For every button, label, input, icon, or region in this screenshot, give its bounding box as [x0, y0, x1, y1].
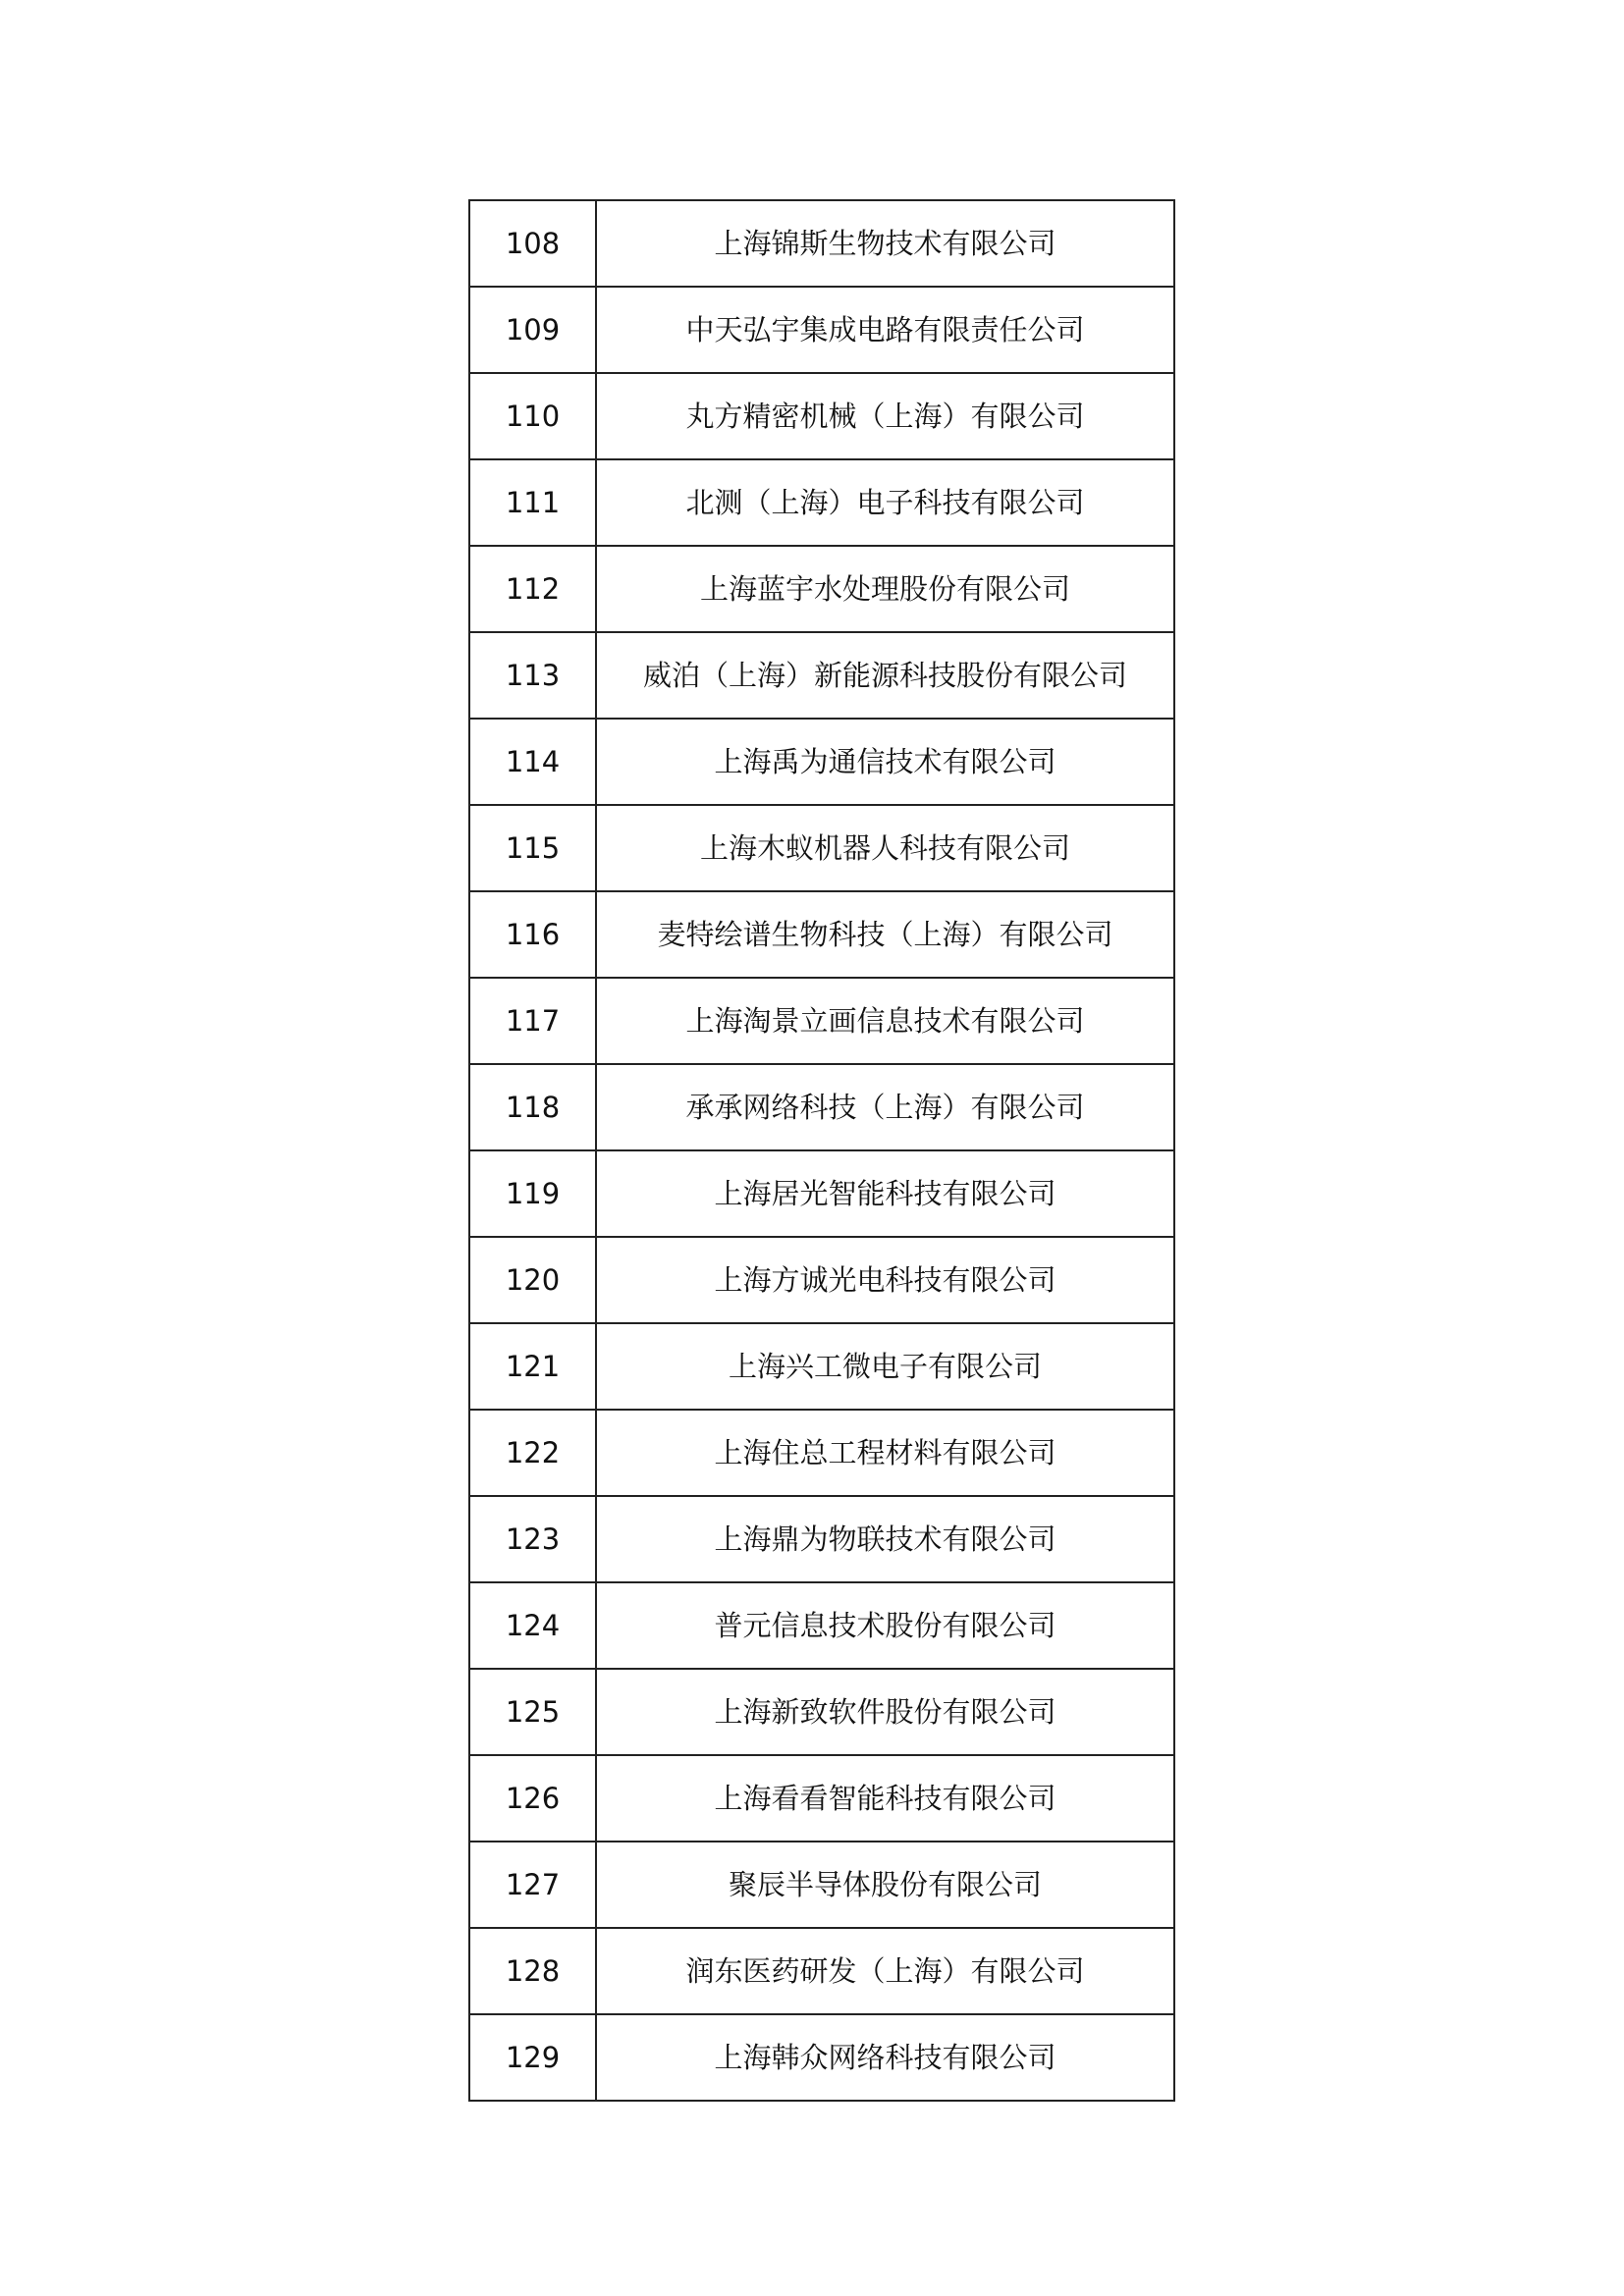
company-list-table — [468, 199, 1175, 2102]
row-number-cell: 111 — [469, 459, 596, 546]
company-name-cell: 上海看看智能科技有限公司 — [596, 1755, 1174, 1842]
row-number-cell: 126 — [469, 1755, 596, 1842]
company-name-cell: 上海锦斯生物技术有限公司 — [596, 200, 1174, 287]
table-row — [469, 546, 1174, 632]
company-name-cell: 上海淘景立画信息技术有限公司 — [596, 978, 1174, 1064]
company-name-cell: 中天弘宇集成电路有限责任公司 — [596, 287, 1174, 373]
table-row — [469, 632, 1174, 719]
row-number-cell: 109 — [469, 287, 596, 373]
company-name-cell: 润东医药研发（上海）有限公司 — [596, 1928, 1174, 2014]
company-name-cell: 承承网络科技（上海）有限公司 — [596, 1064, 1174, 1150]
company-name-cell: 威泊（上海）新能源科技股份有限公司 — [596, 632, 1174, 719]
table-row — [469, 287, 1174, 373]
row-number-cell: 129 — [469, 2014, 596, 2101]
row-number-cell: 112 — [469, 546, 596, 632]
row-number-cell: 110 — [469, 373, 596, 459]
row-number-cell: 119 — [469, 1150, 596, 1237]
company-name-cell: 上海居光智能科技有限公司 — [596, 1150, 1174, 1237]
company-name-cell: 普元信息技术股份有限公司 — [596, 1582, 1174, 1669]
row-number-cell: 116 — [469, 891, 596, 978]
company-name-cell: 聚辰半导体股份有限公司 — [596, 1842, 1174, 1928]
company-name-cell: 上海住总工程材料有限公司 — [596, 1410, 1174, 1496]
row-number-cell: 117 — [469, 978, 596, 1064]
table-row — [469, 1842, 1174, 1928]
table-row — [469, 2014, 1174, 2101]
table-row — [469, 891, 1174, 978]
table-row — [469, 1150, 1174, 1237]
table-row — [469, 1496, 1174, 1582]
table-row — [469, 1669, 1174, 1755]
table-row — [469, 1755, 1174, 1842]
row-number-cell: 108 — [469, 200, 596, 287]
row-number-cell: 113 — [469, 632, 596, 719]
row-number-cell: 123 — [469, 1496, 596, 1582]
table-row — [469, 978, 1174, 1064]
table-row — [469, 373, 1174, 459]
company-name-cell: 上海韩众网络科技有限公司 — [596, 2014, 1174, 2101]
table-row — [469, 200, 1174, 287]
company-name-cell: 上海木蚁机器人科技有限公司 — [596, 805, 1174, 891]
company-name-cell: 麦特绘谱生物科技（上海）有限公司 — [596, 891, 1174, 978]
company-name-cell: 上海新致软件股份有限公司 — [596, 1669, 1174, 1755]
table-row — [469, 1582, 1174, 1669]
row-number-cell: 124 — [469, 1582, 596, 1669]
row-number-cell: 118 — [469, 1064, 596, 1150]
table-row — [469, 1323, 1174, 1410]
company-name-cell: 上海蓝宇水处理股份有限公司 — [596, 546, 1174, 632]
row-number-cell: 122 — [469, 1410, 596, 1496]
company-name-cell: 丸方精密机械（上海）有限公司 — [596, 373, 1174, 459]
table-row — [469, 1237, 1174, 1323]
row-number-cell: 120 — [469, 1237, 596, 1323]
company-name-cell: 上海鼎为物联技术有限公司 — [596, 1496, 1174, 1582]
table-row — [469, 1064, 1174, 1150]
table-row — [469, 719, 1174, 805]
company-name-cell: 上海方诚光电科技有限公司 — [596, 1237, 1174, 1323]
company-name-cell: 北测（上海）电子科技有限公司 — [596, 459, 1174, 546]
company-name-cell: 上海禹为通信技术有限公司 — [596, 719, 1174, 805]
row-number-cell: 127 — [469, 1842, 596, 1928]
table-row — [469, 1410, 1174, 1496]
row-number-cell: 125 — [469, 1669, 596, 1755]
row-number-cell: 121 — [469, 1323, 596, 1410]
table-row — [469, 1928, 1174, 2014]
company-list-body — [469, 200, 1174, 2101]
company-name-cell: 上海兴工微电子有限公司 — [596, 1323, 1174, 1410]
table-row — [469, 805, 1174, 891]
row-number-cell: 115 — [469, 805, 596, 891]
table-row — [469, 459, 1174, 546]
row-number-cell: 128 — [469, 1928, 596, 2014]
row-number-cell: 114 — [469, 719, 596, 805]
